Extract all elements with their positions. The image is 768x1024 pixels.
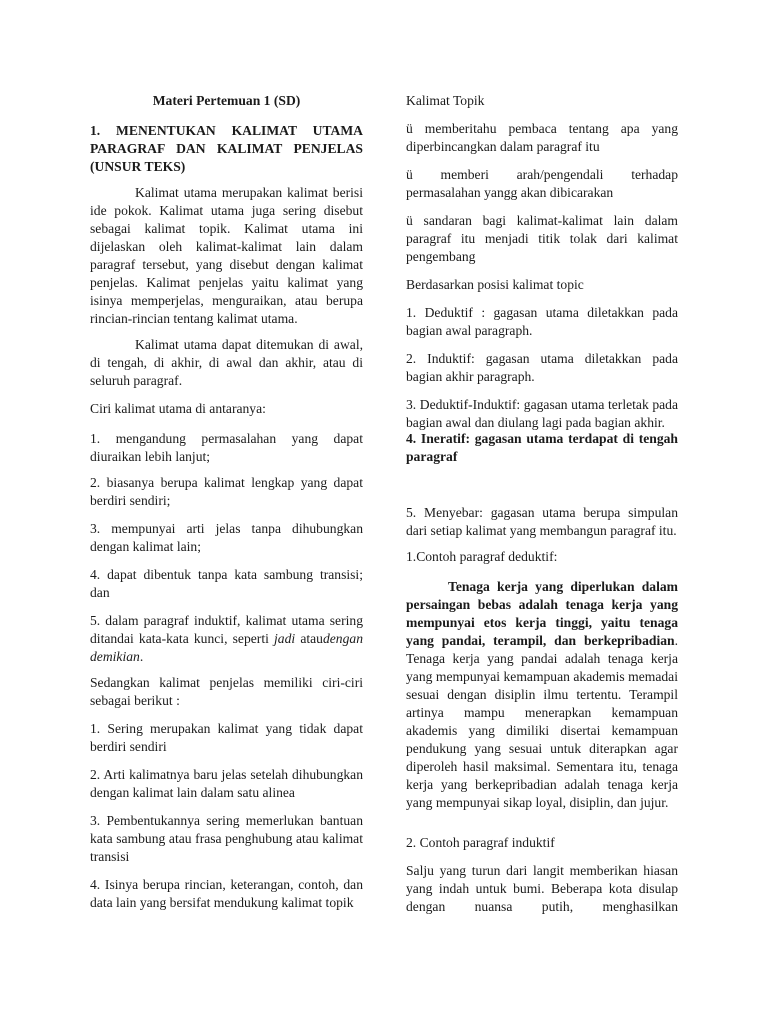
page-title: Materi Pertemuan 1 (SD) xyxy=(152,93,301,108)
section-heading: 1. MENENTUKAN KALIMAT UTAMA PARAGRAF DAN KALIMAT PENJELAS (UNSUR TEKS) xyxy=(90,123,363,174)
contoh-deduktif-paragraph xyxy=(406,578,678,812)
ciri-penjelas-item-4: 4. Isinya berupa rincian, keterangan, contoh, dan data lain yang bersifat mendukung kalimat topik xyxy=(90,877,363,910)
posisi-item-5: 5. Menyebar: gagasan utama berupa simpulan dari setiap kalimat yang membangun paragraf itu. xyxy=(406,505,678,538)
contoh-deduktif-title: 1.Contoh paragraf deduktif: xyxy=(406,549,558,564)
ciri5-text: 5. dalam paragraf induktif, kalimat utama sering ditandai kata-kata kunci, seperti xyxy=(90,613,363,646)
posisi-intro: Berdasarkan posisi kalimat topic xyxy=(406,277,584,292)
posisi-item-4: 4. Ineratif: gagasan utama terdapat di tengah paragraf xyxy=(406,431,678,464)
ciri-utama-item-4: 4. dapat dibentuk tanpa kata sambung transisi; dan xyxy=(90,567,363,600)
contoh-induktif-title: 2. Contoh paragraf induktif xyxy=(406,835,555,850)
ciri-penjelas-item-2: 2. Arti kalimatnya baru jelas setelah dihubungkan dengan kalimat lain dalam satu alinea xyxy=(90,767,363,800)
ciri-penjelas-item-1: 1. Sering merupakan kalimat yang tidak dapat berdiri sendiri xyxy=(90,721,363,754)
ciri-utama-intro: Ciri kalimat utama di antaranya: xyxy=(90,401,266,416)
ciri5-end: . xyxy=(139,649,144,664)
posisi-item-2: 2. Induktif: gagasan utama diletakkan pada bagian akhir paragraph. xyxy=(406,351,678,384)
posisi-item-3: 3. Deduktif-Induktif: gagasan utama terletak pada bagian awal dan diulang lagi pada bagian akhir. xyxy=(406,397,678,430)
posisi-item-1: 1. Deduktif : gagasan utama diletakkan pada bagian awal paragraph. xyxy=(406,305,678,338)
ciri-penjelas-intro: Sedangkan kalimat penjelas memiliki ciri-ciri sebagai berikut : xyxy=(90,675,363,708)
ciri-utama-item-2: 2. biasanya berupa kalimat lengkap yang dapat berdiri sendiri; xyxy=(90,475,363,508)
contoh-deduktif-dot: . xyxy=(674,633,678,648)
kalimat-topik-title: Kalimat Topik xyxy=(406,93,485,108)
topik-point-3: ü sandaran bagi kalimat-kalimat lain dalam paragraf itu menjadi titik tolak dari kalimat pengembang xyxy=(406,213,678,264)
ciri-utama-item-1: 1. mengandung permasalahan yang dapat diuraikan lebih lanjut; xyxy=(90,431,363,464)
contoh-deduktif-main-sentence: Tenaga kerja yang diperlukan dalam persaingan bebas adalah tenaga kerja yang mempunyai etos kerja tinggi, yaitu tenaga yang pandai, terampil, dan berkepribadian xyxy=(406,579,678,648)
ciri5-keyword-jadi: jadi xyxy=(274,631,296,646)
topik-point-2: ü memberi arah/pengendali terhadap permasalahan yangg akan dibicarakan xyxy=(406,167,678,200)
contoh-deduktif-supporting: Tenaga kerja yang pandai adalah tenaga kerja yang mempunyai kemampuan akademis memadai sesuai dengan disiplin ilmu tertentu. Terampil artinya mampu menerapkan kemampuan akademis yang dimiliki disertai kemampuan pendukung yang sesuai untuk diterapkan agar diperoleh hasil maksimal. Sementara itu, tenaga kerja yang berkepribadian adalah tenaga kerja yang mempunyai sikap loyal, disiplin, dan jujur. xyxy=(406,651,678,810)
paragraph-position: Kalimat utama dapat ditemukan di awal, di tengah, di akhir, di awal dan akhir, atau di seluruh paragraf. xyxy=(90,337,363,388)
paragraph-definition: Kalimat utama merupakan kalimat berisi ide pokok. Kalimat utama juga sering disebut sebagai kalimat topik. Kalimat utama ini dijelaskan oleh kalimat-kalimat lain dalam paragraf tersebut, yang disebut dengan kalimat penjelas. Kalimat penjelas yaitu kalimat yang isinya memperjelas, menguraikan, atau berupa rincian-rincian tentang kalimat utama. xyxy=(90,185,363,326)
ciri5-keyword-dengan-demikian: dengan demikian xyxy=(90,631,363,664)
contoh-induktif-paragraph: Salju yang turun dari langit memberikan hiasan yang indah untuk bumi. Beberapa kota disulap dengan nuansa putih, menghasilkan xyxy=(406,863,678,914)
ciri5-atau: atau xyxy=(295,631,323,646)
topik-point-1: ü memberitahu pembaca tentang apa yang diperbincangkan dalam paragraf itu xyxy=(406,121,678,154)
ciri-penjelas-item-3: 3. Pembentukannya sering memerlukan bantuan kata sambung atau frasa penghubung atau kalimat transisi xyxy=(90,813,363,864)
ciri-utama-item-5 xyxy=(90,612,363,666)
ciri-utama-item-3: 3. mempunyai arti jelas tanpa dihubungkan dengan kalimat lain; xyxy=(90,521,363,554)
